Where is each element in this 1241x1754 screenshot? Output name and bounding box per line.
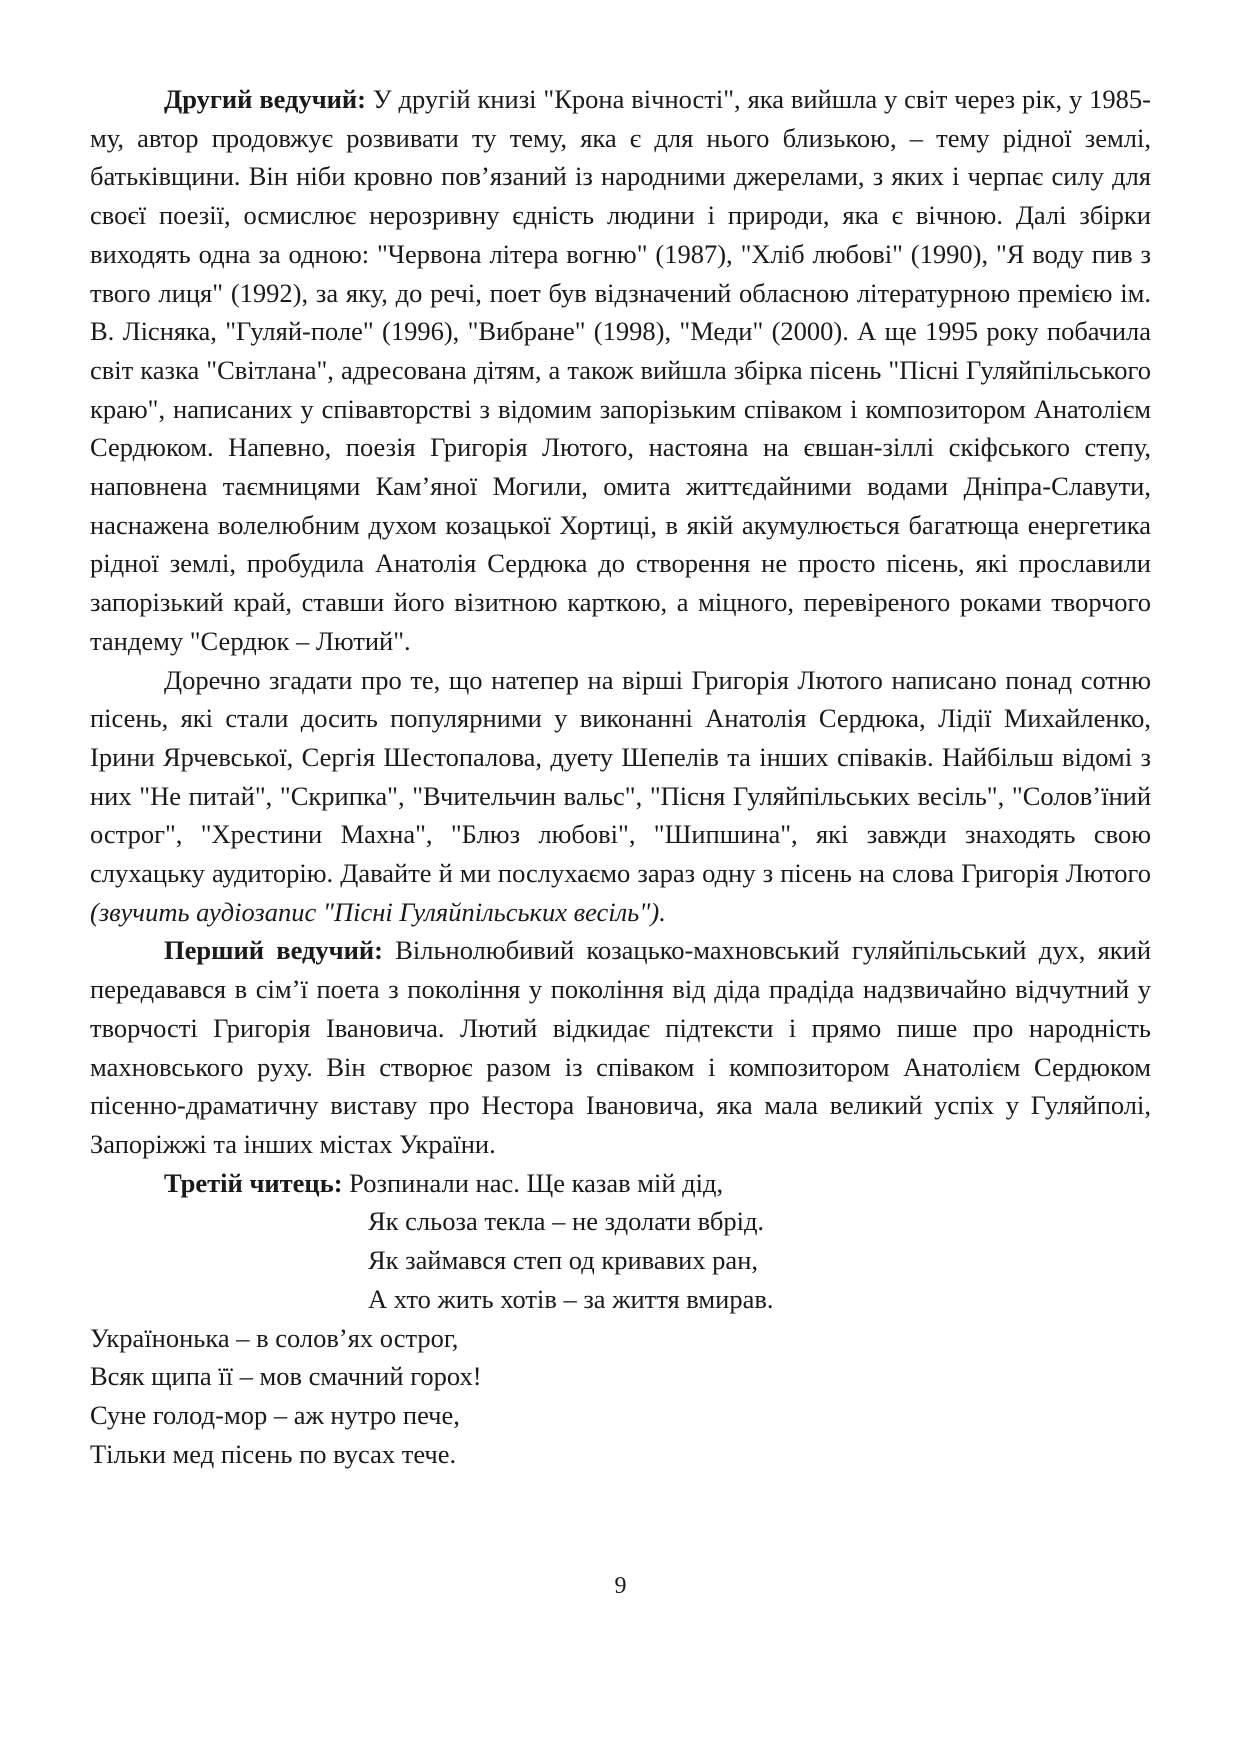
verse-line: Суне голод-мор – аж нутро пече, — [90, 1399, 460, 1430]
paragraph-first-host — [90, 931, 1151, 1163]
verse-line: Всяк щипа її – мов смачний горох! — [90, 1361, 482, 1392]
page-number: 9 — [614, 1573, 627, 1599]
paragraph-text: Доречно згадати про те, що натепер на вірші Григорія Лютого написано понад сотню пісень, які стали досить популярними у виконанні Анатолія Сердюка, Лідії Михайленко, Ірини Ярчевської, Сергія Шестопалова, дуету Шепелів та інших співаків. Найбільш відомі з них "Не питай", "Скрипка", "Вчительчин вальс", "Пісня Гуляйпільських весіль", "Солов’їний острог", "Хрестини Махна", "Блюз любові", "Шипшина", які завжди знаходять свою слухацьку аудиторію. Давайте й ми послухаємо зараз одну з пісень на слова Григорія Лютого — [90, 664, 1151, 889]
paragraph-songs — [90, 661, 1151, 932]
stage-direction: (звучить аудіозапис "Пісні Гуляйпільських весіль"). — [90, 896, 666, 927]
verse-line: Українонька – в солов’ях острог, — [90, 1322, 459, 1353]
poem-first-line — [90, 1164, 1151, 1203]
document-page — [90, 80, 1151, 1473]
paragraph-text: У другій книзі "Крона вічності", яка вийшла у світ через рік, у 1985-му, автор продовжує розвивати ту тему, яка є для нього близькою, – тему рідної землі, батьківщини. Він ніби кровно пов’язаний із народними джерелами, з яких і черпає силу для своєї поезії, осмислює нерозривну єдність людини і природи, яка є вічною. Далі збірки виходять одна за одною: "Червона літера вогню" (1987), "Хліб любові" (1990), "Я воду пив з твого лиця" (1992), за яку, до речі, поет був відзначений обласною літературною премією ім. В. Лісняка, "Гуляй-поле" (1996), "Вибране" (1998), "Меди" (2000). А ще 1995 року побачила світ казка "Світлана", адресована дітям, а також вийшла збірка пісень "Пісні Гуляйпільського краю", написаних у співавторстві з відомим запорізьким співаком і композитором Анатолієм Сердюком. Напевно, поезія Григорія Лютого, настояна на євшан-зіллі скіфського степу, наповнена таємницями Кам’яної Могили, омита життєдайними водами Дніпра-Славути, наснажена волелюбним духом козацької Хортиці, в якій акумулюється багатюща енергетика рідної землі, пробудила Анатолія Сердюка до створення не просто пісень, які прославили запорізький край, ставши його візитною карткою, а міцного, перевіреного роками творчого тандему "Сердюк – Лютий". — [90, 84, 1151, 656]
verse-line: Тільки мед пісень по вусах тече. — [90, 1438, 457, 1469]
poem — [90, 1164, 1151, 1474]
verse-line: Як сльоза текла – не здолати вбрід. — [368, 1206, 765, 1237]
speaker-label: Другий ведучий: — [164, 84, 367, 114]
verse-line: Розпинали нас. Ще казав мій дід, — [342, 1167, 724, 1198]
paragraph-second-host — [90, 80, 1151, 661]
verse-line: А хто жить хотів – за життя вмирав. — [368, 1283, 774, 1314]
paragraph-text: Вільнолюбивий козацько-махновський гуляйпільський дух, який передавався в сім’ї поета з покоління у покоління від діда прадіда надзвичайно відчутний у творчості Григорія Івановича. Лютий відкидає підтексти і прямо пише про народність махновського руху. Він створює разом із співаком і композитором Анатолієм Сердюком пісенно-драматичну виставу про Нестора Івановича, яка мала великий успіх у Гуляйполі, Запоріжжі та інших містах України. — [90, 935, 1151, 1159]
speaker-label: Перший ведучий: — [164, 935, 383, 966]
verse-line: Як займався степ од кривавих ран, — [368, 1245, 758, 1276]
speaker-label: Третій читець: — [164, 1167, 343, 1198]
